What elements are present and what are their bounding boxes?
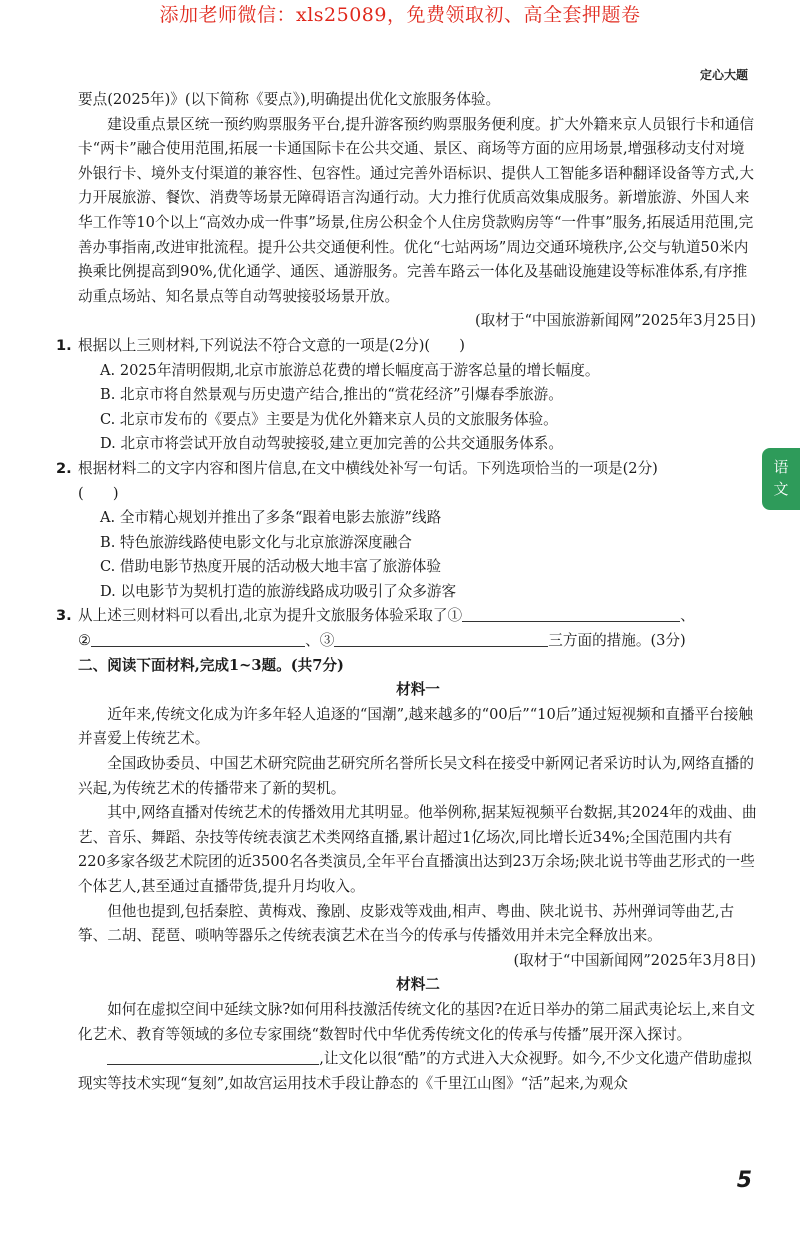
material-1-paragraph: 近年来,传统文化成为许多年轻人追逐的“国潮”,越来越多的“00后”“10后”通过短视频和直播平台接触并喜爱上传统艺术。 [78,705,753,748]
question-2-stem: 根据材料二的文字内容和图片信息,在文中横线处补写一句话。下列选项恰当的一项是(2分) [78,459,658,477]
question-3-stem: 从上述三则材料可以看出,北京为提升文旅服务体验采取了① 、 [78,607,695,625]
material-1-source: (取材于“中国新闻网”2025年3月8日) [513,951,756,969]
question-2-number: 2. [56,459,72,477]
question-1 [56,334,758,457]
material-2-paragraph-2: ,让文化以很“酷”的方式进入大众视野。如今,不少文化遗产借助虚拟现实等技术实现“复刻”,如故宫运用技术手段让静态的《千里江山图》“活”起来,为观众 [78,1050,753,1092]
question-2-option-c[interactable]: C. 借助电影节热度开展的活动极大地丰富了旅游体验 [100,558,441,576]
section-header: 定心大题 [699,68,748,82]
material-1-paragraph: 其中,网络直播对传统艺术的传播效用尤其明显。他举例称,据某短视频平台数据,其2024年的戏曲、曲艺、音乐、舞蹈、杂技等传统表演艺术类网络直播,累计超过1亿场次,同比增长近34%;全国范围内共有220多家各级艺术院团的近3500名各类演员,全年平台直播演出达到23万余场;陕北说书等曲艺形式的一些个体艺人,甚至通过直播带货,提升月均收入。 [78,804,757,895]
material-1-paragraph: 但他也提到,包括秦腔、黄梅戏、豫剧、皮影戏等戏曲,相声、粤曲、陕北说书、苏州弹词等曲艺,古筝、二胡、琵琶、唢呐等器乐之传统表演艺术在当今的传承与传播效用并未完全释放出来。 [78,902,735,945]
question-1-option-c[interactable]: C. 北京市发布的《要点》主要是为优化外籍来京人员的文旅服务体验。 [100,410,558,428]
material-1-title: 材料一 [396,681,440,699]
section-2-title: 二、阅读下面材料,完成1~3题。(共7分) [78,656,344,674]
answer-blank-3[interactable] [334,630,548,647]
answer-blank-2[interactable] [91,630,305,647]
question-1-stem: 根据以上三则材料,下列说法不符合文意的一项是(2分)( ) [78,336,465,354]
material-2-paragraph: 如何在虚拟空间中延续文脉?如何用科技激活传统文化的基因?在近日举办的第二届武夷论坛上,来自文化艺术、教育等领域的多位专家围绕“数智时代中华优秀传统文化的传承与传播”展开深入探讨。 [78,1000,756,1043]
material3-line: 要点(2025年)》(以下简称《要点》),明确提出优化文旅服务体验。 [78,91,501,108]
promo-banner: 添加老师微信：xls25089，免费领取初、高全套押题卷 [159,4,641,26]
question-2-option-a[interactable]: A. 全市精心规划并推出了多条“跟着电影去旅游”线路 [100,509,442,527]
subject-tab[interactable] [762,448,800,510]
material-1-paragraph: 全国政协委员、中国艺术研究院曲艺研究所名誉所长吴文科在接受中新网记者采访时认为,网络直播的兴起,为传统艺术的传播带来了新的契机。 [78,755,754,797]
question-3-number: 3. [56,607,72,625]
question-2 [56,457,758,605]
material-2-title: 材料二 [396,976,440,994]
page-content [56,88,758,1096]
page-number: 5 [736,1168,752,1193]
material3-paragraph: 建设重点景区统一预约购票服务平台,提升游客预约购票服务便利度。扩大外籍来京人员银行卡和通信卡“两卡”融合使用范围,拓展一卡通国际卡在公共交通、景区、商场等方面的应用场景,增强移动支付对境外银行卡、境外支付渠道的兼容性、包容性。通过完善外语标识、提供人工智能多语种翻译设备等方式,大力开展旅游、餐饮、消费等场景无障碍语言沟通行动。大力推行优质高效集成服务。新增旅游、外国人来华工作等10个以上“高效办成一件事”场景,住房公积金个人住房贷款购房等“一件事”服务,拓展适用范围,完善办事指南,改进审批流程。提升公共交通便利性。优化“七站两场”周边交通环境秩序,公交与轨道50米内换乘比例提高到90%,优化通学、通医、通游服务。完善车路云一体化及基础设施建设等标准体系,有序推动重点场站、知名景点等自动驾驶接驳场景开放。 [78,115,754,305]
question-2-answer-paren[interactable]: ( ) [78,484,119,502]
question-1-option-d[interactable]: D. 北京市将尝试开放自动驾驶接驳,建立更加完善的公共交通服务体系。 [100,435,563,453]
question-1-number: 1. [56,336,72,354]
question-3 [56,604,758,653]
answer-blank-1[interactable] [462,605,680,622]
question-1-option-b[interactable]: B. 北京市将自然景观与历史遗产结合,推出的“赏花经济”引爆春季旅游。 [100,386,563,404]
question-2-option-d[interactable]: D. 以电影节为契机打造的旅游线路成功吸引了众多游客 [100,582,457,600]
subject-tab-label: 语文 [773,458,789,498]
material3-source: (取材于“中国旅游新闻网”2025年3月25日) [474,312,756,330]
question-2-option-b[interactable]: B. 特色旅游线路使电影文化与北京旅游深度融合 [100,533,412,551]
fill-blank[interactable] [107,1048,319,1065]
emphasis-dots: 不符合 [257,336,302,354]
question-1-option-a[interactable]: A. 2025年清明假期,北京市旅游总花费的增长幅度高于游客总量的增长幅度。 [100,361,600,379]
question-3-line2: ② 、③ 三方面的措施。(3分) [78,632,686,650]
